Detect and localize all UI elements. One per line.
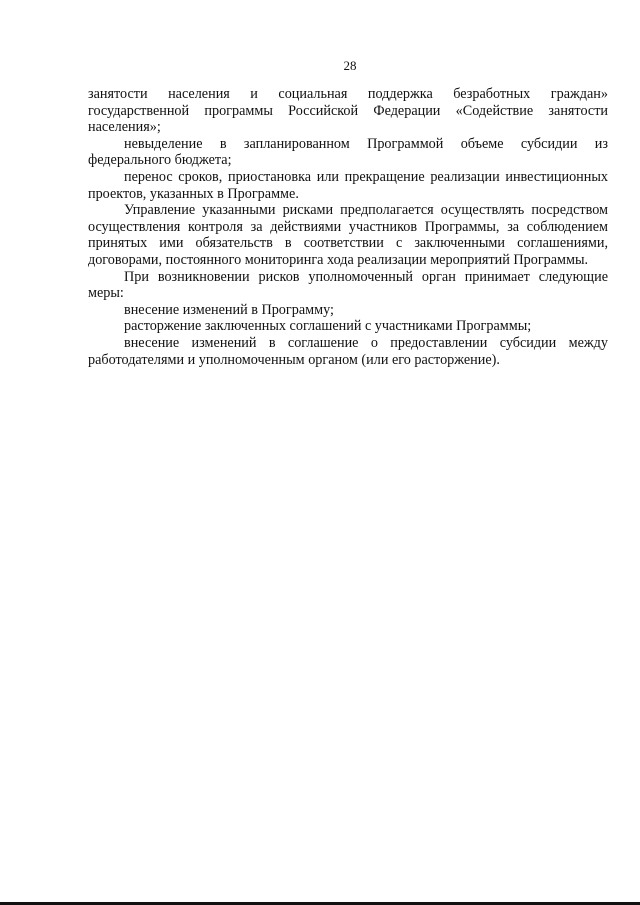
paragraph-3: перенос сроков, приостановка или прекращение реализации инвестиционных проектов, указанных в Программе. (88, 168, 608, 202)
paragraph-4: Управление указанными рисками предполагается осуществлять посредством осуществления контроля за действиями участников Программы, за соблюдением принятых ими обязательств в соответствии с заключенными соглашениями, договорами, постоянного мониторинга хода реализации мероприятий Программы. (88, 202, 608, 268)
paragraph-7: расторжение заключенных соглашений с участниками Программы; (124, 318, 532, 335)
paragraph-1: занятости населения и социальная поддержка безработных граждан» государственной программы Российской Федерации «Содействие занятости населения»; (88, 86, 608, 136)
paragraph-2: невыделение в запланированном Программой объеме субсидии из федерального бюджета; (88, 135, 608, 169)
paragraph-5: При возникновении рисков уполномоченный орган принимает следующие меры: (88, 268, 608, 302)
page-number: 28 (343, 58, 357, 73)
document-body (88, 86, 608, 368)
paragraph-8: внесение изменений в соглашение о предоставлении субсидии между работодателями и уполномоченным органом (или его расторжение). (88, 334, 608, 368)
paragraph-6: внесение изменений в Программу; (124, 301, 334, 318)
